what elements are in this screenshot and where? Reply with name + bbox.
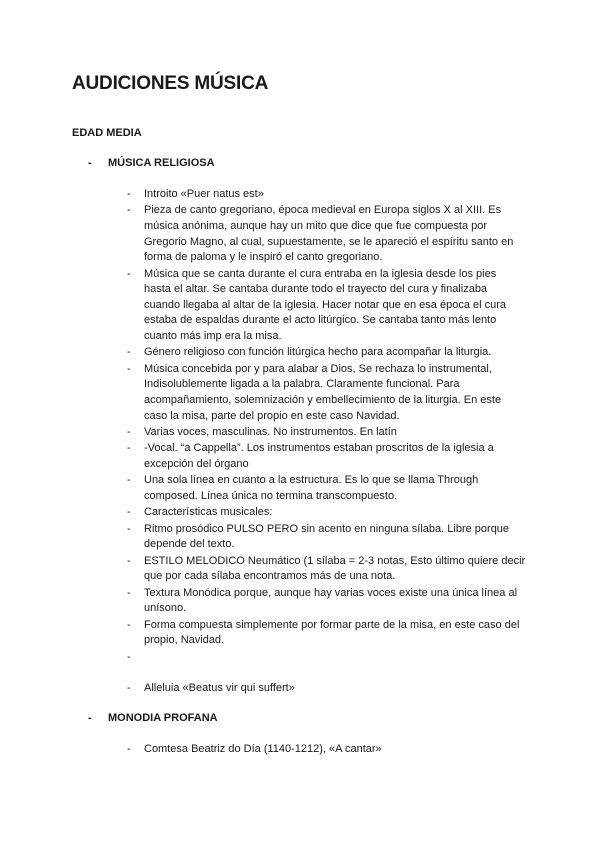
list-item — [126, 187, 526, 203]
list-bullet: - — [127, 362, 131, 375]
list-bullet: - — [127, 267, 131, 280]
list-bullet: - — [127, 618, 131, 631]
subsection-bullet: - — [88, 712, 92, 724]
monodia-profana-list — [126, 742, 526, 758]
list-item — [126, 554, 526, 585]
list-item-text: ESTILO MELODICO Neumático (1 sílaba = 2-3 notas, Esto último quiere decir que por cada sílaba encontramos más de una nota. — [144, 554, 526, 583]
subsection-heading-text: MONODIA PROFANA — [108, 712, 218, 724]
list-item — [126, 681, 526, 697]
list-item-text: Música que se canta durante el cura entraba en la iglesia desde los pies hasta el altar. Se cantaba durante todo el trayecto del cura y finalizaba cuando llegaba al altar de la iglesia. Hacer notar que en esa época el cura estaba de espaldas durante el acto litúrgico. Se cantaba tanto más lento cuanto más imp era la misa. — [144, 267, 507, 342]
list-item-text: Alleluia «Beatus vir qui suffert» — [144, 682, 295, 695]
list-item-text: Características musicales: — [144, 506, 273, 519]
list-bullet: - — [127, 650, 131, 663]
list-item — [126, 522, 526, 553]
list-bullet: - — [127, 522, 131, 535]
list-item-text: Una sola línea en cuanto a la estructura. Es lo que se llama Through composed. Línea única no termina transcompuesto. — [144, 474, 479, 502]
subsection-heading-monodia-profana — [88, 712, 218, 724]
list-item-text: Música concebida por y para alabar a Dios, Se rechaza lo instrumental, Indisolublemente ligada a la palabra. Claramente funcional. Para acompañamiento, solemnización y embellecimiento de la liturgia. En este caso la misa, parte del propio en este caso Navidad. — [144, 362, 502, 422]
document-title: AUDICIONES MÚSICA — [72, 73, 269, 94]
list-bullet: - — [127, 682, 131, 695]
list-item — [126, 362, 526, 424]
musica-religiosa-list — [126, 187, 526, 698]
section-heading-edad-media: EDAD MEDIA — [72, 127, 142, 139]
list-bullet: - — [127, 474, 131, 487]
list-item-text: Comtesa Beatriz do Día (1140-1212), «A cantar» — [144, 743, 382, 755]
list-bullet: - — [127, 425, 131, 438]
list-item-text: Varias voces, masculinas. No instrumentos. En latín — [144, 425, 397, 438]
list-item-text: Género religioso con función litúrgica hecho para acompañar la liturgia. — [144, 346, 492, 359]
list-bullet: - — [127, 442, 131, 455]
list-item — [126, 618, 526, 649]
list-item-text: Forma compuesta simplemente por formar parte de la misa, en este caso del propio, Navidad. — [144, 618, 520, 647]
list-item — [126, 473, 526, 504]
list-bullet: - — [127, 204, 131, 217]
list-item — [126, 425, 526, 441]
list-bullet: - — [127, 586, 131, 599]
list-bullet: - — [127, 554, 131, 567]
list-item-text: Pieza de canto gregoriano, época medieval en Europa siglos X al XIII. Es música anónima, aunque hay un mito que dice que fue compuesta por Gregorio Magno, al cual, supuestamente, se le apareció el espíritu santo en forma de paloma y le inspiró el canto gregoriano. — [144, 204, 514, 264]
subsection-heading-musica-religiosa — [88, 157, 215, 169]
list-item-text: -Vocal. “a Cappella”. Los instrumentos estaban proscritos de la iglesia a excepción del órgano — [144, 442, 494, 470]
list-item — [126, 441, 526, 472]
list-bullet: - — [127, 743, 131, 755]
subsection-bullet: - — [88, 157, 92, 169]
list-bullet: - — [127, 346, 131, 359]
list-item-text: Textura Monódica porque, aunque hay varias voces existe una única línea al unísono. — [144, 586, 518, 615]
list-item-text: Introito «Puer natus est» — [144, 188, 264, 200]
list-item-text: Ritmo prosódico PULSO PERO sin acento en ninguna sílaba. Libre porque depende del texto. — [144, 522, 510, 551]
list-item — [126, 267, 526, 345]
list-bullet: - — [127, 188, 131, 200]
list-item — [126, 742, 526, 758]
list-item — [126, 505, 526, 521]
list-item — [126, 586, 526, 617]
list-bullet: - — [127, 506, 131, 519]
list-item — [126, 345, 526, 361]
list-item-empty — [126, 650, 526, 666]
subsection-heading-text: MÚSICA RELIGIOSA — [108, 157, 215, 169]
list-item — [126, 203, 526, 265]
